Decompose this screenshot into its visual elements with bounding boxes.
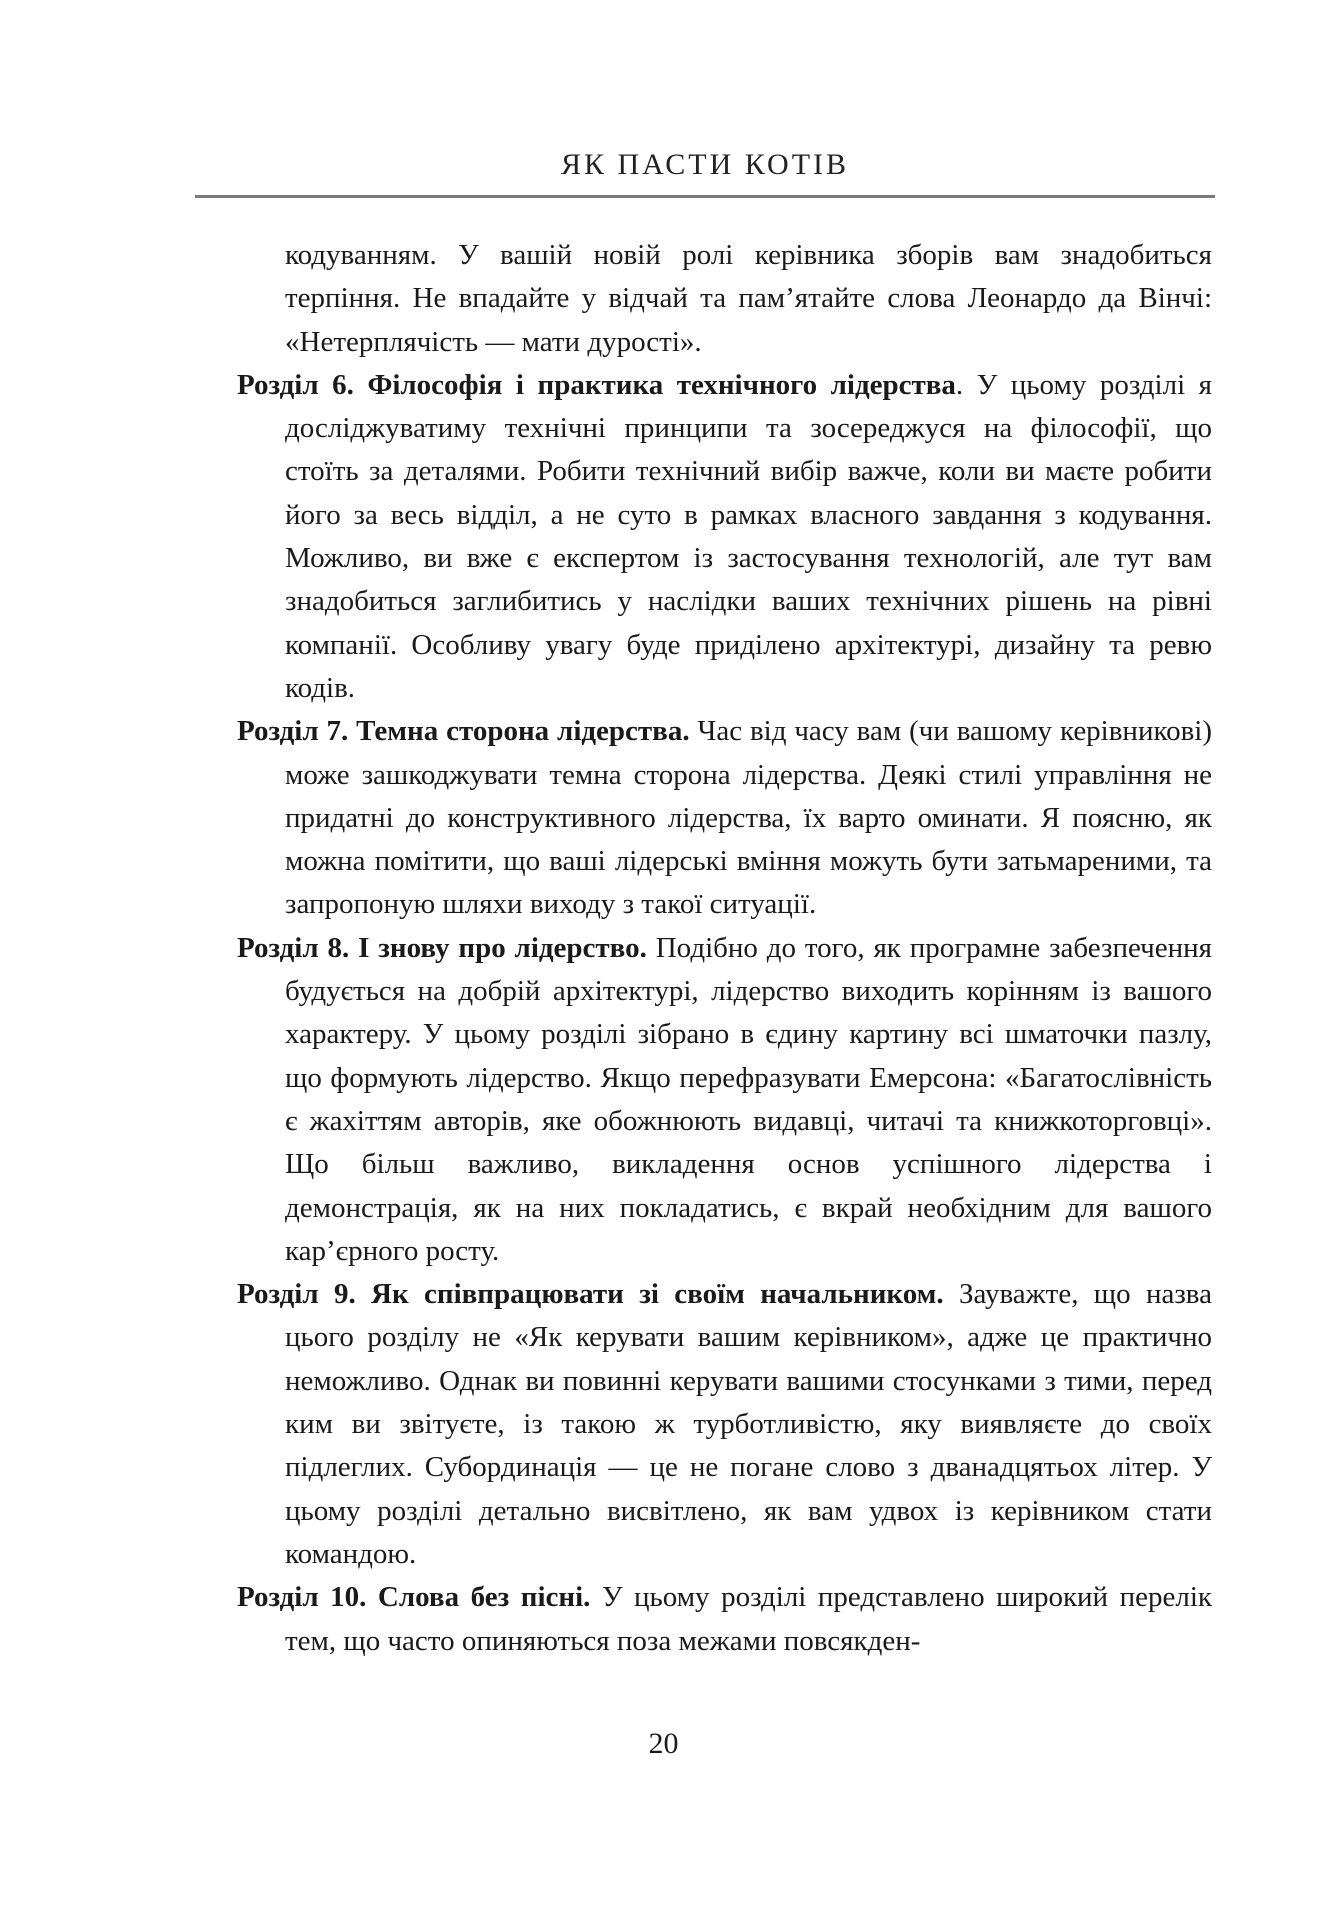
running-head-title: ЯК ПАСТИ КОТІВ (560, 148, 850, 181)
page-number: 20 (648, 1727, 679, 1760)
chapter-title: Розділ 9. Як співпрацювати зі своїм начальником. (237, 1278, 944, 1311)
header-rule (195, 195, 1215, 198)
chapter-title: Розділ 6. Філософія і практика технічного лідерства (237, 368, 956, 401)
page-body (237, 234, 1212, 1663)
continuation-paragraph: кодуванням. У вашій новій ролі керівника зборів вам знадобиться терпіння. Не впадайте у відчай та пам’ятайте слова Леонардо да Вінчі: «Нетерплячість — мати дурості». (285, 239, 1212, 358)
chapter-title: Розділ 8. І знову про лідерство. (237, 931, 647, 964)
chapter-description: Подібно до того, як програмне забезпечення будується на добрій архітектурі, лідерство виходить корінням із вашого характеру. У цьому розділі зібрано в єдину картину всі шматочки пазлу, що формують лідерство. Якщо перефразувати Емерсона: «Багатослівність є жахіттям авторів, яке обожнюють видавці, читачі та книжкоторговці». Що більш важливо, викладення основ успішного лідерства і демонстрація, як на них покладатись, є вкрай необхідним для вашого кар’єрного росту. (285, 931, 1212, 1267)
chapter-entry-7 (237, 710, 1212, 926)
chapter-title-punct: . (955, 368, 964, 401)
chapter-description: Час від часу вам (чи вашому керівникові) може зашкоджувати темна сторона лідерства. Деякі стилі управління не придатні до конструктивного лідерства, їх варто оминати. Я поясню, як можна помітити, що ваші лідерські вміння можуть бути затьмареними, та запропоную шляхи виходу з такої ситуації. (285, 715, 1212, 921)
chapter-description: У цьому розділі я досліджуватиму технічні принципи та зосереджуся на філософії, що стоїть за деталями. Робити технічний вибір важче, коли ви маєте робити його за весь відділ, а не суто в рамках власного завдання з кодування. Можливо, ви вже є експертом із застосування технологій, але тут вам знадобиться заглибитись у наслідки ваших технічних рішень на рівні компанії. Особливу увагу буде приділено архітектурі, дизайну та ревю кодів. (285, 368, 1212, 704)
chapter-entry-6 (237, 364, 1212, 710)
chapter-description: У цьому розділі представлено широкий перелік тем, що часто опиняються поза межами повсякден- (285, 1581, 1212, 1657)
chapter-entry-8 (237, 927, 1212, 1273)
chapter-entry-10 (237, 1576, 1212, 1663)
chapter-entry-9 (237, 1273, 1212, 1576)
chapter-title: Розділ 7. Темна сторона лідерства. (237, 715, 690, 748)
chapter-title: Розділ 10. Слова без пісні. (237, 1581, 591, 1614)
chapter-description: Зауважте, що назва цього розділу не «Як керувати вашим керівником», адже це практично неможливо. Однак ви повинні керувати вашими стосунками з тими, перед ким ви звітуєте, із такою ж турботливістю, яку виявляєте до своїх підлеглих. Субординація — це не погане слово з дванадцятьох літер. У цьому розділі детально висвітлено, як вам удвох із керівником стати командою. (285, 1278, 1212, 1570)
